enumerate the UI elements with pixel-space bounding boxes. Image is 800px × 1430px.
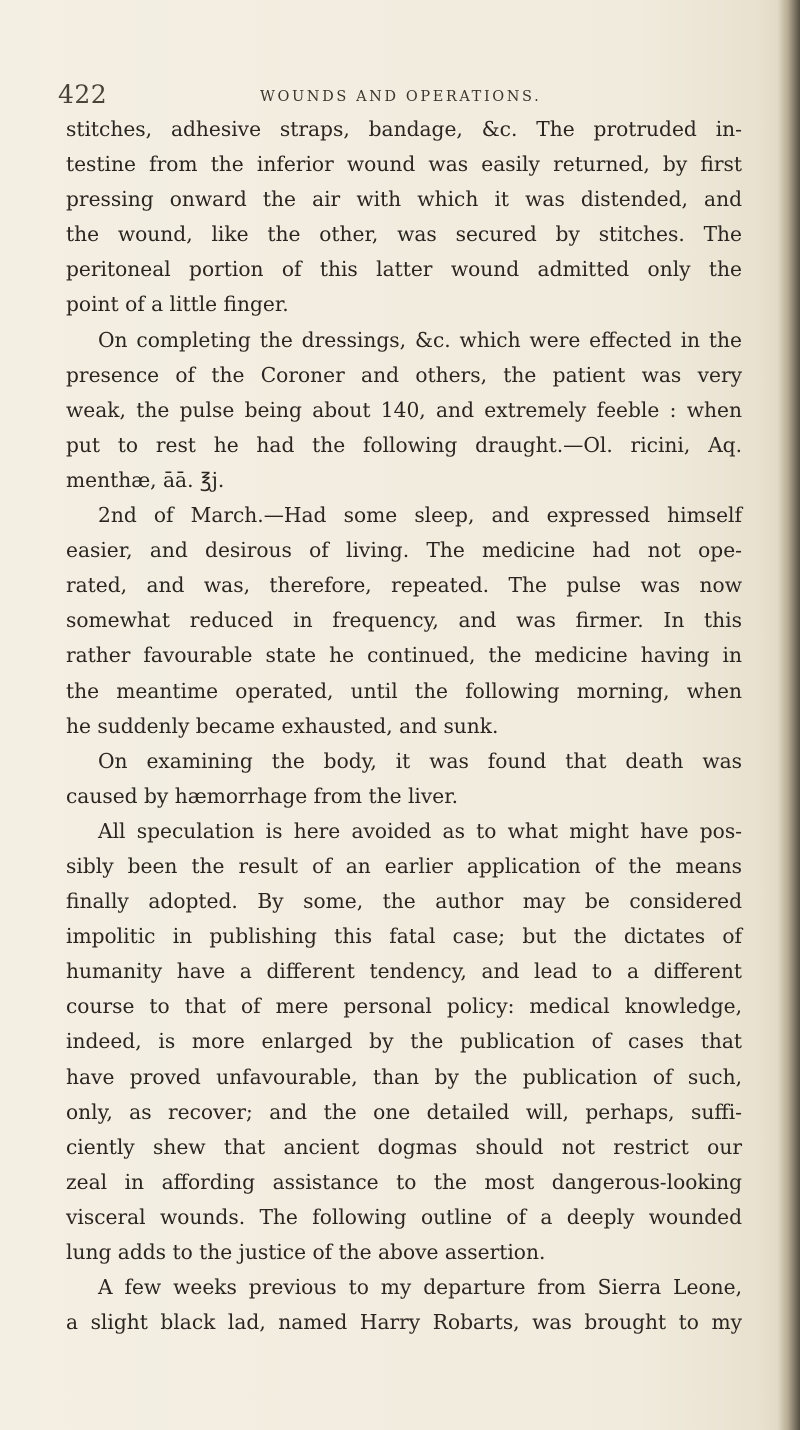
- text-line: a slight black lad, named Harry Robarts, was brought to my: [66, 1310, 742, 1335]
- text-line: he suddenly became exhausted, and sunk.: [66, 713, 499, 738]
- text-line: peritoneal portion of this latter wound admitted only the: [66, 257, 742, 282]
- text-line: have proved unfavourable, than by the publication of such,: [66, 1064, 742, 1089]
- text-line: rather favourable state he continued, the medicine having in: [66, 643, 742, 668]
- page-number: 422: [58, 80, 108, 109]
- body-text: [66, 112, 742, 1340]
- text-line: finally adopted. By some, the author may be considered: [66, 889, 742, 914]
- text-line: pressing onward the air with which it was distended, and: [66, 187, 742, 212]
- text-line: weak, the pulse being about 140, and extremely feeble : when: [66, 397, 742, 422]
- text-line: A few weeks previous to my departure from Sierra Leone,: [98, 1275, 742, 1300]
- text-line: course to that of mere personal policy: medical knowledge,: [66, 994, 742, 1019]
- text-line: somewhat reduced in frequency, and was firmer. In this: [66, 608, 742, 633]
- text-line: humanity have a different tendency, and lead to a different: [66, 959, 742, 984]
- text-line: rated, and was, therefore, repeated. The pulse was now: [66, 573, 742, 598]
- text-line: All speculation is here avoided as to what might have pos-: [98, 818, 742, 843]
- text-line: lung adds to the justice of the above assertion.: [66, 1240, 546, 1264]
- text-line: stitches, adhesive straps, bandage, &c. The protruded in-: [66, 117, 742, 141]
- text-line: On completing the dressings, &c. which were effected in the: [98, 327, 742, 352]
- text-line: testine from the inferior wound was easily returned, by first: [66, 152, 742, 177]
- text-line: the wound, like the other, was secured by stitches. The: [66, 222, 742, 247]
- text-line: 2nd of March.—Had some sleep, and expressed himself: [98, 503, 742, 528]
- text-line: the meantime operated, until the following morning, when: [66, 678, 742, 703]
- text-line: impolitic in publishing this fatal case; but the dictates of: [66, 924, 742, 949]
- page-edge-shadow: [778, 0, 800, 1430]
- text-line: zeal in affording assistance to the most dangerous-looking: [66, 1169, 742, 1194]
- text-line: only, as recover; and the one detailed will, perhaps, suffi-: [66, 1099, 742, 1124]
- text-line: indeed, is more enlarged by the publication of cases that: [66, 1029, 742, 1054]
- text-line: easier, and desirous of living. The medicine had not ope-: [66, 538, 742, 563]
- text-line: ciently shew that ancient dogmas should not restrict our: [66, 1134, 742, 1159]
- text-line: menthæ, āā. ℥j.: [66, 467, 225, 492]
- text-line: put to rest he had the following draught.—Ol. ricini, Aq.: [66, 432, 742, 457]
- text-line: visceral wounds. The following outline of a deeply wounded: [66, 1204, 742, 1229]
- text-line: caused by hæmorrhage from the liver.: [66, 783, 459, 808]
- page-header: [0, 80, 800, 116]
- text-line: presence of the Coroner and others, the patient was very: [66, 362, 742, 387]
- text-line: sibly been the result of an earlier application of the means: [66, 853, 742, 878]
- text-line: On examining the body, it was found that death was: [98, 748, 742, 773]
- text-line: point of a little finger.: [66, 292, 289, 317]
- running-head: WOUNDS AND OPERATIONS.: [260, 89, 542, 105]
